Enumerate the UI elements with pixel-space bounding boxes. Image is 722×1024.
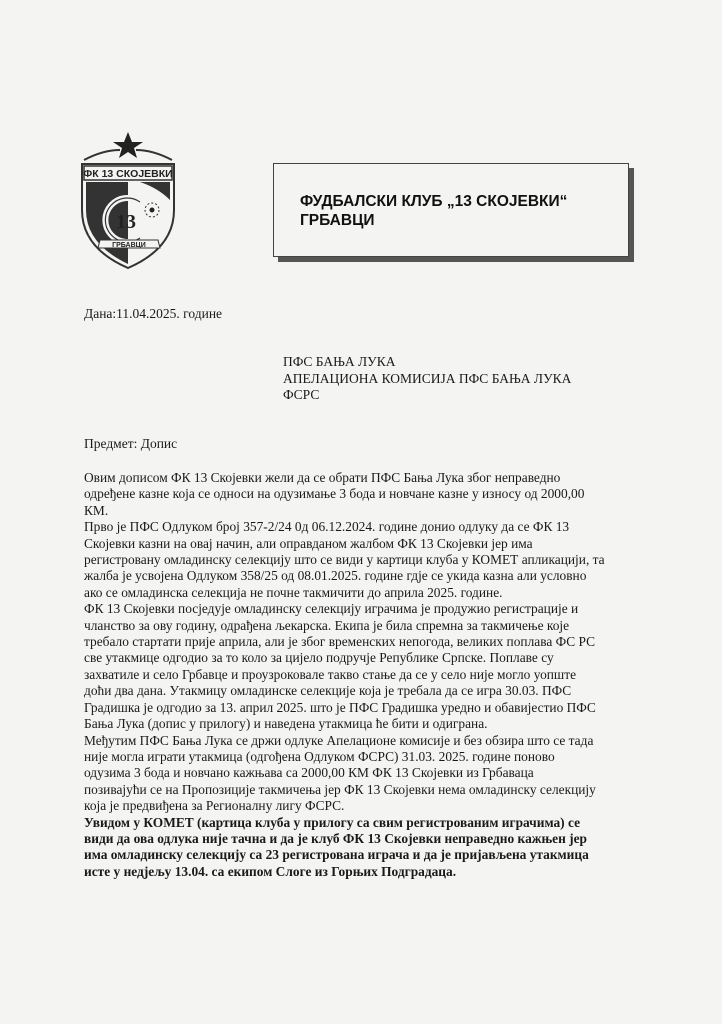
body-line: Међутим ПФС Бања Лука се држи одлуке Апелационе комисије и без обзира што се тада — [84, 732, 594, 748]
body-line: жалба је усвојена Одлуком 358/25 од 08.01.2025. године гдје се укида казна али условно — [84, 568, 587, 584]
body-line: није могла играти утакмица (одгођена Одлуком ФСРС) 31.03. 2025. године поново — [84, 748, 555, 764]
body-line: требало стартати прије априла, али је због временских непогода, великих поплава ФС РС — [84, 634, 596, 650]
letterhead-title — [300, 192, 567, 230]
club-logo — [78, 130, 178, 270]
recipient-line: АПЕЛАЦИОНА КОМИСИЈА ПФС БАЊА ЛУКА — [283, 370, 572, 386]
logo-number: 13 — [116, 211, 136, 233]
logo-place: ГРБАВЦИ — [112, 242, 146, 249]
bold-body-line: види да ова одлука није тачна и да је клуб ФК 13 Скојевки неправедно кажњен јер — [84, 830, 587, 846]
letterhead-line-2: ГРБАВЦИ — [300, 212, 375, 229]
letterhead-line-1: ФУДБАЛСКИ КЛУБ „13 СКОЈЕВКИ“ — [300, 193, 568, 210]
star-icon — [113, 132, 143, 158]
body-line: која је предвиђена за Регионалну лигу ФСРС. — [84, 798, 345, 814]
body-line: Овим дописом ФК 13 Скојевки жели да се обрати ПФС Бања Лука због неправедно — [84, 470, 561, 485]
body-line: регистровану омладинску селекцију што се види у картици клуба у КОМЕТ апликацији, та — [84, 552, 605, 568]
body-line: Скојевки казни на овај начин, али оправданом жалбом ФК 13 Скојевки јер има — [84, 535, 533, 551]
recipient-line: ФСРС — [283, 387, 320, 402]
bold-body-line: има омладинску селекцију са 23 регистрована играча и да је пријављена утакмица — [84, 847, 589, 863]
body-line: Бања Лука (допис у прилогу) и наведена утакмица ће бити и одиграна. — [84, 716, 488, 732]
club-crest-icon — [78, 130, 178, 270]
document-date: Дана:11.04.2025. године — [84, 306, 223, 321]
body-line: КМ. — [84, 502, 109, 518]
letter-body — [84, 470, 644, 880]
body-line: све утакмице одгодио за то коло за цијело подручје Републике Српске. Поплаве су — [84, 650, 554, 666]
body-line: Градишка је одгодио за 13. април 2025. што је ПФС Градишка уредно и обавијестио ПФС — [84, 699, 596, 715]
body-line: одузима 3 бода и новчано кажњава са 2000,00 КМ ФК 13 Скојевки из Грбаваца — [84, 765, 534, 781]
body-line: позивајући се на Пропозиције такмичења јер ФК 13 Скојевки нема омладинску селекцију — [84, 781, 596, 797]
body-line: ако се омладинска селекција не почне такмичити до априла 2025. године. — [84, 584, 503, 600]
body-line: доћи два дана. Утакмицу омладинске селекције која је требала да се игра 30.03. ПФС — [84, 683, 572, 699]
recipient-line: ПФС БАЊА ЛУКА — [283, 354, 396, 369]
body-line: захватиле и село Грбавце и проузроковале такво стање да се у село није могло уопште — [84, 666, 577, 682]
body-line: чланство за ову годину, одрађена љекарска. Екипа је била спремна за такмичење које — [84, 617, 570, 633]
body-line: одређене казне која се односи на одузимање 3 бода и новчане казне у износу од 2000,00 — [84, 486, 585, 502]
bold-body-line: Увидом у КОМЕТ (картица клуба у прилогу са свим регистрованим играчима) се — [84, 814, 581, 830]
letterhead-box — [273, 163, 629, 257]
subject-line: Предмет: Допис — [84, 436, 178, 451]
body-line: Прво је ПФС Одлуком број 357-2/24 0д 06.12.2024. године донио одлуку да се ФК 13 — [84, 519, 570, 535]
body-line: ФК 13 Скојевки посједује омладинску селекцију играчима је продужио регистрације и — [84, 601, 579, 617]
recipients-block — [283, 354, 571, 404]
logo-club-text: ФК 13 СКОЈЕВКИ — [83, 168, 173, 180]
bold-body-line: исте у недјељу 13.04. са екипом Слоге из Горњих Подградаца. — [84, 863, 457, 879]
